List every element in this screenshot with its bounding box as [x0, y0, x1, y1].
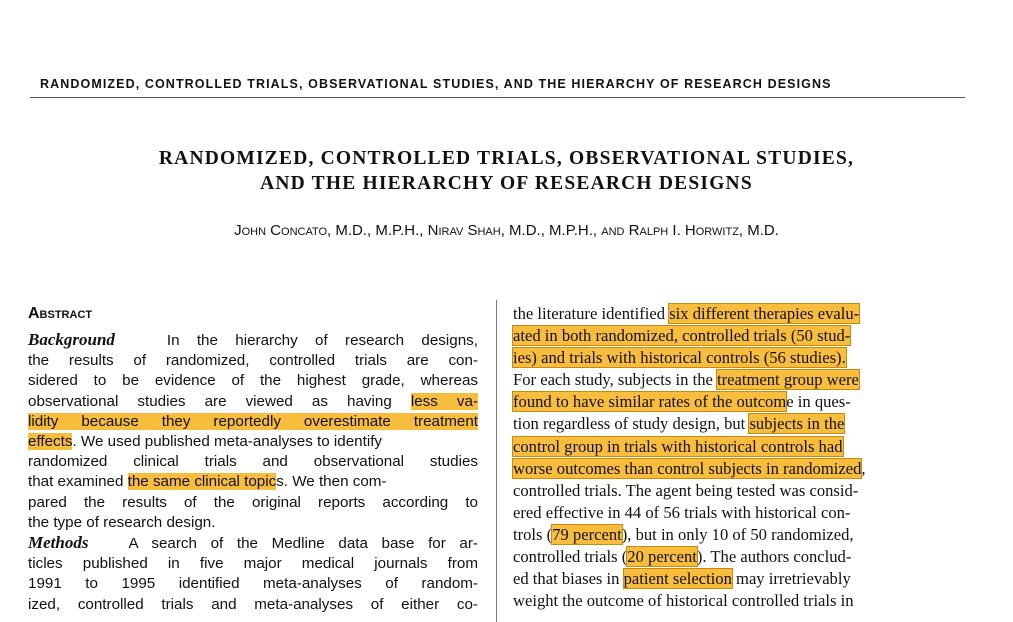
header-rule [30, 97, 965, 98]
text-line: For each study, subjects in the treatment group were [513, 370, 859, 390]
background-label: Background [28, 330, 115, 349]
text-line: trols (79 percent), but in only 10 of 50 randomized, [513, 524, 854, 544]
text-line: tion regardless of study design, but subjects in the [513, 414, 845, 434]
text-line: the results of randomized, controlled trials are con- [28, 352, 478, 370]
article-title-line-1: RANDOMIZED, CONTROLLED TRIALS, OBSERVATIONAL STUDIES, [158, 148, 855, 169]
highlight: ated in both randomized, controlled trials (50 stud- [513, 326, 851, 346]
text-line: the type of research design. [28, 513, 216, 531]
text-line: effects. We used published meta-analyses to identify [28, 433, 383, 451]
text-line: controlled trials. The agent being tested was consid- [513, 480, 859, 500]
text-line: ticles published in five major medical journals from [28, 555, 478, 573]
text-line: randomized clinical trials and observational studies [28, 453, 478, 471]
highlight: 79 percent [552, 524, 622, 544]
text-line: found to have similar rates of the outcome in ques- [513, 392, 851, 412]
text-line: Background In the hierarchy of research designs, [28, 330, 478, 349]
text-line: controlled trials (20 percent). The authors conclud- [513, 547, 852, 567]
text-line: ed that biases in patient selection may irretrievably [513, 569, 851, 589]
text-line: sidered to be evidence of the highest grade, whereas [28, 372, 478, 390]
highlight: found to have similar rates of the outcom [513, 392, 787, 412]
author-list: John Concato, M.D., M.P.H., Nirav Shah, M.D., M.P.H., and Ralph I. Horwitz, M.D. [234, 222, 779, 239]
text-line [28, 412, 478, 432]
text-line: the literature identified six different therapies evalu- [513, 304, 860, 323]
running-head: RANDOMIZED, CONTROLLED TRIALS, OBSERVATIONAL STUDIES, AND THE HIERARCHY OF RESEARCH DESIGNS [40, 77, 832, 91]
article-title-line-2: AND THE HIERARCHY OF RESEARCH DESIGNS [260, 173, 753, 194]
highlight: worse outcomes than control subjects in randomized [513, 458, 862, 478]
text-line: that examined the same clinical topics. We then com- [28, 473, 387, 491]
highlight: subjects in the [749, 414, 845, 434]
text-line: pared the results of the original reports according to [28, 493, 478, 511]
highlight: less va- [410, 392, 478, 410]
methods-label: Methods [28, 533, 89, 553]
text-line: ered effective in 44 of 56 trials with historical con- [513, 502, 851, 522]
column-divider [496, 300, 497, 622]
highlight: 20 percent [627, 547, 697, 567]
text-line: Methods A search of the Medline data base for ar- [28, 533, 478, 553]
text-line: weight the outcome of historical controlled trials in [513, 591, 854, 611]
highlight: effects [28, 433, 73, 451]
text-line: observational studies are viewed as having less va- [28, 392, 478, 410]
text-line [513, 347, 965, 369]
highlight: six different therapies evalu- [669, 304, 860, 323]
text-line [513, 436, 965, 458]
highlight: the same clinical topic [127, 473, 277, 491]
abstract-left-column [28, 330, 478, 615]
text-line: ized, controlled trials and meta-analyses of either co- [28, 595, 478, 613]
text-line: worse outcomes than control subjects in randomized, [513, 458, 866, 478]
highlight: patient selection [623, 569, 732, 589]
highlight: treatment group were [717, 370, 859, 390]
highlight: control group in trials with historical controls had [513, 436, 843, 456]
highlight: ies) and trials with historical controls (56 studies). [513, 348, 846, 368]
abstract-heading: Abstract [28, 305, 93, 322]
highlight: lidity because they reportedly overestimate treatment [28, 412, 478, 430]
abstract-right-column [513, 303, 965, 612]
text-line: 1991 to 1995 identified meta-analyses of random- [28, 575, 478, 593]
text-line [513, 325, 965, 347]
